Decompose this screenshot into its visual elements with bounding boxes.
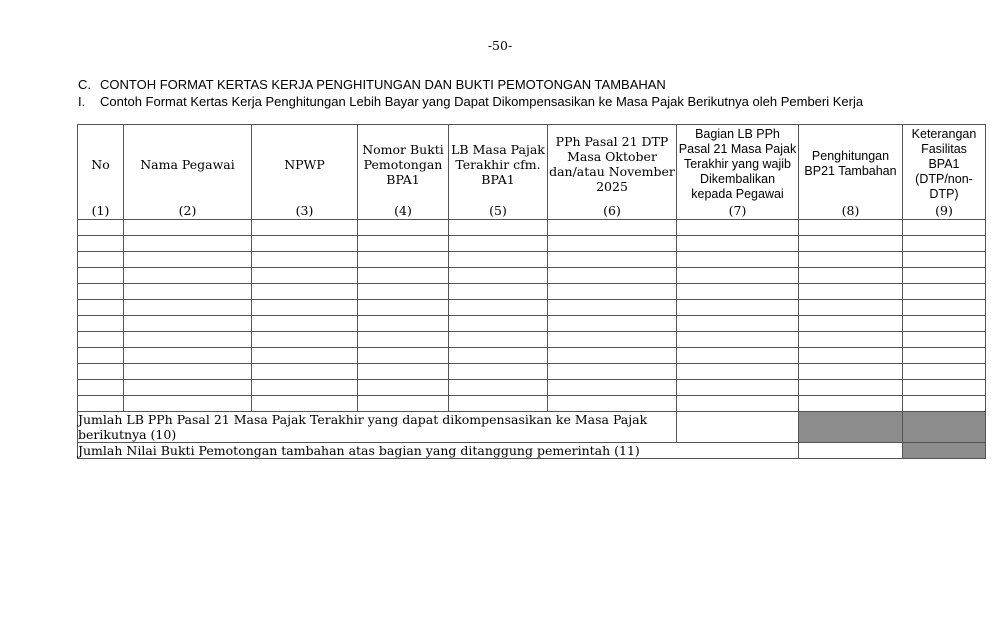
- shaded-cell: [799, 412, 903, 443]
- table-row: [78, 364, 986, 380]
- col-header-lb-masa-pajak: LB Masa Pajak Terakhir cfm. BPA1 (5): [449, 125, 548, 220]
- shaded-cell: [903, 412, 986, 443]
- table-row: [78, 380, 986, 396]
- table-row: [78, 300, 986, 316]
- col-header-penghitungan: Penghitungan BP21 Tambahan (8): [799, 125, 903, 220]
- col-header-npwp: NPWP (3): [252, 125, 358, 220]
- table-row: [78, 284, 986, 300]
- section-letter: C.: [78, 77, 91, 92]
- summary-label-11: Jumlah Nilai Bukti Pemotongan tambahan atas bagian yang ditanggung pemerintah (11): [78, 443, 799, 459]
- col-header-nama-pegawai: Nama Pegawai (2): [124, 125, 252, 220]
- col-header-no: No (1): [78, 125, 124, 220]
- table-row: [78, 268, 986, 284]
- summary-value-col7: [677, 412, 799, 443]
- page-number: -50-: [487, 38, 513, 53]
- subsection-number: I.: [78, 94, 86, 109]
- summary-row-11: [78, 443, 986, 459]
- subsection-title: Contoh Format Kertas Kerja Penghitungan Lebih Bayar yang Dapat Dikompensasikan ke Masa Pajak Berikutnya oleh Pemberi Kerja: [100, 94, 864, 109]
- col-header-keterangan: Keterangan Fasilitas BPA1 (DTP/non-DTP) (9): [903, 125, 986, 220]
- worksheet-table: [77, 124, 986, 459]
- header-row: [78, 125, 986, 220]
- shaded-cell: [903, 443, 986, 459]
- table-row: [78, 396, 986, 412]
- table-row: [78, 220, 986, 236]
- col-header-pph-dtp: PPh Pasal 21 DTP Masa Oktober dan/atau November 2025 (6): [548, 125, 677, 220]
- section-heading: [78, 77, 666, 92]
- summary-value-col8: [799, 443, 903, 459]
- table-row: [78, 316, 986, 332]
- summary-label-10: Jumlah LB PPh Pasal 21 Masa Pajak Terakhir yang dapat dikompensasikan ke Masa Pajak berikutnya (10): [78, 412, 677, 443]
- table-row: [78, 348, 986, 364]
- table-row: [78, 252, 986, 268]
- section-title: CONTOH FORMAT KERTAS KERJA PENGHITUNGAN DAN BUKTI PEMOTONGAN TAMBAHAN: [100, 77, 666, 92]
- col-header-nomor-bukti: Nomor Bukti Pemotongan BPA1 (4): [358, 125, 449, 220]
- summary-row-10: [78, 412, 986, 443]
- table-row: [78, 236, 986, 252]
- col-header-bagian-lb: Bagian LB PPh Pasal 21 Masa Pajak Terakhir yang wajib Dikembalikan kepada Pegawai (7): [677, 125, 799, 220]
- table-row: [78, 332, 986, 348]
- subsection-heading: [78, 94, 863, 109]
